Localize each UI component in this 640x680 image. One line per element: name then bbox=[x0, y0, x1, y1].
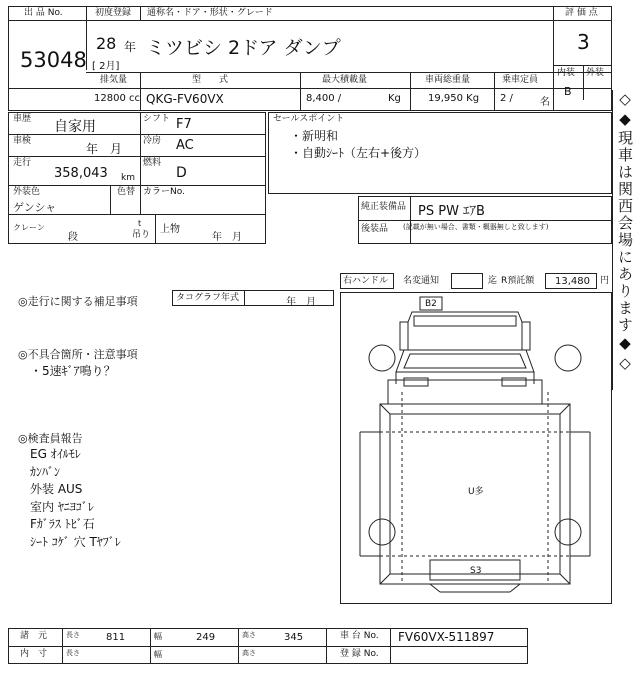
inspector-item: ｼｰﾄ ｺｹﾞ 穴 Tﾔﾌﾞﾚ bbox=[30, 534, 121, 549]
history-frame bbox=[8, 112, 266, 244]
fuel-value: D bbox=[176, 165, 187, 181]
history-value: 自家用 bbox=[54, 119, 96, 135]
aircon-label: 冷房 bbox=[143, 136, 162, 146]
genuine-equip: PS PW ｴｱB bbox=[418, 204, 485, 219]
aftermarket-label: 後装品 bbox=[361, 224, 389, 234]
max-load: 8,400 / bbox=[306, 93, 342, 104]
length-value: 811 bbox=[106, 632, 126, 643]
model-code: QKG-FV60VX bbox=[146, 92, 224, 106]
aftermarket-note: (記載が無い場合、書類・概器無しと致します) bbox=[403, 223, 549, 231]
inspector-item: ｶﾝﾊﾞﾝ bbox=[30, 464, 61, 479]
odo-change-box bbox=[451, 273, 483, 289]
sales-points-list bbox=[290, 128, 426, 162]
inspector-list bbox=[30, 446, 121, 551]
chassis-label: 車 台 No. bbox=[340, 631, 379, 641]
reg-no-label: 登 録 No. bbox=[340, 649, 379, 659]
width-value: 249 bbox=[196, 632, 216, 643]
aircon-value: AC bbox=[176, 138, 194, 153]
max-load-unit: Kg bbox=[388, 93, 401, 104]
inner-grade-label: 内装 bbox=[557, 68, 576, 78]
interior-length-label: 長さ bbox=[66, 649, 80, 657]
tacho-value: 年 月 bbox=[286, 297, 316, 308]
tacho-label: タコグラフ年式 bbox=[176, 293, 240, 303]
driving-notes-label: ◎走行に関する補足事項 bbox=[18, 295, 138, 308]
capacity-unit: 名 bbox=[540, 97, 550, 108]
sales-point-item: ・自動ｼｰﾄ（左右+後方） bbox=[290, 146, 427, 160]
damage-mark-center: U多 bbox=[468, 487, 484, 497]
capacity: 2 / bbox=[500, 93, 513, 104]
inspector-item: 室内 ﾔﾆﾖｺﾞﾚ bbox=[30, 499, 94, 514]
damage-mark-rear: S3 bbox=[470, 566, 482, 576]
inspector-item: EG ｵｲﾙﾓﾚ bbox=[30, 447, 81, 461]
odo-note: 迄 bbox=[488, 276, 498, 286]
model-label: 型 式 bbox=[192, 75, 229, 85]
r-tax-unit: 円 bbox=[600, 276, 610, 286]
mileage-value: 358,043 bbox=[54, 166, 108, 181]
history-label: 車歴 bbox=[13, 114, 32, 124]
crane-suspend: 吊り bbox=[132, 230, 151, 240]
eval-score: 3 bbox=[577, 30, 590, 54]
shift-value: F7 bbox=[176, 117, 192, 132]
crane-label: クレーン bbox=[13, 223, 45, 232]
defect-item: ・5速ｷﾞｱ鳴り？ bbox=[30, 364, 116, 378]
displacement-label: 排気量 bbox=[100, 75, 128, 85]
inner-grade: B bbox=[564, 85, 572, 98]
name-label: 通称名・ドア・形状・グレード bbox=[147, 8, 273, 18]
mileage-label: 走行 bbox=[13, 158, 32, 168]
gross-weight: 19,950 Kg bbox=[428, 93, 480, 104]
interior-width-label: 幅 bbox=[154, 650, 162, 659]
boarding-value: 年 月 bbox=[212, 232, 242, 243]
defects-label: ◎不具合箇所・注意事項 bbox=[18, 348, 138, 361]
reg-month: [ 2月] bbox=[92, 61, 120, 72]
color-label: 外装色 bbox=[13, 187, 41, 197]
interior-height-label: 高さ bbox=[242, 649, 256, 657]
fuel-label: 燃料 bbox=[143, 158, 162, 168]
gross-weight-label: 車両総重量 bbox=[425, 75, 471, 85]
damage-mark-front: B2 bbox=[425, 299, 437, 309]
lot-number: 53048 bbox=[20, 48, 87, 72]
r-tax-label: R預託額 bbox=[501, 276, 535, 286]
reg-year: 28 bbox=[96, 34, 117, 53]
inspection-value: 年 月 bbox=[86, 142, 123, 156]
height-value: 345 bbox=[284, 632, 304, 643]
specs-label: 諸 元 bbox=[20, 631, 48, 641]
sales-points-label: セールスポイント bbox=[273, 114, 345, 124]
shift-label: シフト bbox=[143, 114, 171, 124]
steering: 右ハンドル bbox=[343, 276, 389, 286]
mileage-unit: km bbox=[121, 173, 135, 183]
color-no-label: カラーNo. bbox=[143, 187, 185, 197]
inspector-item: Fｶﾞﾗｽ ﾄﾋﾞ石 bbox=[30, 517, 95, 531]
r-tax: 13,480 bbox=[555, 276, 590, 287]
chassis-no: FV60VX-511897 bbox=[398, 630, 495, 644]
odo-change-label: 名変通知 bbox=[403, 276, 440, 286]
reg-year-unit: 年 bbox=[124, 40, 137, 54]
inspector-label: ◎検査員報告 bbox=[18, 432, 83, 445]
side-notice bbox=[612, 90, 636, 390]
inspector-item: 外装 AUS bbox=[30, 482, 83, 496]
eval-label: 評 価 点 bbox=[565, 8, 598, 18]
length-label: 長さ bbox=[66, 631, 80, 639]
displacement: 12800 cc bbox=[94, 93, 140, 104]
boarding-label: 上物 bbox=[160, 224, 180, 235]
inspection-label: 車検 bbox=[13, 136, 32, 146]
lot-label: 出 品 No. bbox=[24, 8, 63, 18]
color-change-label: 色替 bbox=[117, 187, 136, 197]
first-reg-label: 初度登録 bbox=[95, 8, 132, 18]
width-label: 幅 bbox=[154, 632, 162, 641]
sales-point-item: ・新明和 bbox=[290, 129, 339, 143]
side-notice-text: ◇◆現車は関西会場にあります◆◇ bbox=[616, 90, 634, 374]
color-value: ゲンシャ bbox=[13, 201, 57, 214]
genuine-equip-label: 純正装備品 bbox=[361, 202, 407, 212]
truck-diagram bbox=[340, 292, 612, 604]
crane-ton: t bbox=[138, 219, 142, 228]
height-label: 高さ bbox=[242, 631, 256, 639]
capacity-label: 乗車定員 bbox=[502, 75, 539, 85]
interior-label: 内 寸 bbox=[20, 649, 48, 659]
vehicle-title: ミツビシ 2ドア ダンプ bbox=[146, 37, 341, 59]
max-load-label: 最大積載量 bbox=[322, 75, 368, 85]
crane-stage: 段 bbox=[68, 232, 78, 243]
outer-grade-label: 外装 bbox=[586, 68, 605, 78]
